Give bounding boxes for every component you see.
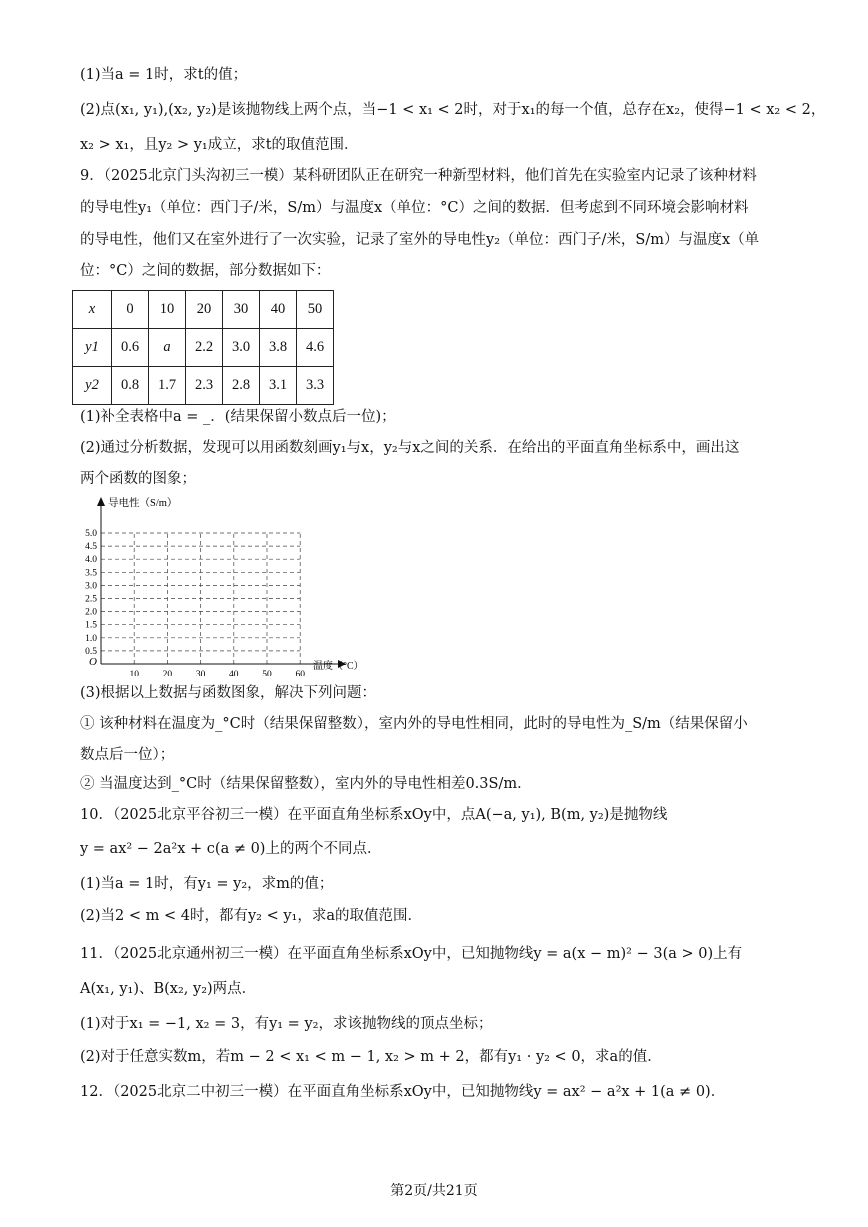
x-tick-label: 10 — [129, 670, 139, 676]
text-line: (1)当a = 1时，有y₁ = y₂，求m的值； — [80, 876, 334, 892]
table-cell: 3.8 — [260, 329, 297, 367]
table-row — [73, 329, 334, 367]
y-axis-arrow — [97, 497, 105, 506]
y-tick-label: 3.0 — [85, 581, 97, 592]
table-cell: 2.3 — [186, 367, 223, 405]
table-cell: 4.6 — [297, 329, 334, 367]
table-cell: 0.6 — [112, 329, 149, 367]
text-line: (2)当2 < m < 4时，都有y₂ < y₁，求a的取值范围． — [80, 908, 422, 924]
table-cell: 0 — [112, 291, 149, 329]
text-line: (2)点(x₁, y₁),(x₂, y₂)是该抛物线上两个点，当−1 < x₁ < 2时，对于x₁的每一个值，总存在x₂，使得−1 < x₂ < 2， — [80, 102, 826, 118]
y-tick-label: 4.5 — [85, 542, 97, 553]
y-tick-label: 3.5 — [85, 568, 97, 579]
y-tick-label: 0.5 — [85, 646, 97, 657]
table-cell: 30 — [223, 291, 260, 329]
text-line: (1)当a = 1时，求t的值； — [80, 67, 248, 83]
question-11-heading: 11．（2025北京通州初三一模）在平面直角坐标系xOy中，已知抛物线y = a(x − m)² − 3(a > 0)上有 — [80, 946, 743, 962]
table-cell: 1.7 — [149, 367, 186, 405]
table-cell: y2 — [73, 367, 112, 405]
text-line: (1)补全表格中a = _．(结果保留小数点后一位)； — [80, 409, 396, 425]
x-tick-label: 50 — [262, 670, 272, 676]
text-line: (2)通过分析数据，发现可以用函数刻画y₁与x，y₂与x之间的关系．在给出的平面直角坐标系中，画出这 — [80, 440, 740, 456]
table-cell: 3.1 — [260, 367, 297, 405]
grid-lines — [101, 533, 300, 664]
table-cell: 50 — [297, 291, 334, 329]
page-footer: 第2页/共21页 — [390, 1183, 478, 1199]
text-line: A(x₁, y₁)、B(x₂, y₂)两点． — [80, 981, 257, 997]
y-tick-label: 2.5 — [85, 594, 97, 605]
y-tick-label: 1.5 — [85, 620, 97, 631]
text-line: 数点后一位）； — [80, 747, 175, 763]
table-cell: 3.0 — [223, 329, 260, 367]
x-tick-label: 60 — [295, 670, 305, 676]
table-cell: x — [73, 291, 112, 329]
table-cell: 40 — [260, 291, 297, 329]
table-row — [73, 291, 334, 329]
y-tick-label: 1.0 — [85, 633, 97, 644]
y-tick-label: 5.0 — [85, 529, 97, 539]
table-row — [73, 367, 334, 405]
text-line: (3)根据以上数据与函数图象，解决下列问题： — [80, 685, 377, 701]
table-cell: a — [149, 329, 186, 367]
text-line: 两个函数的图象； — [80, 471, 196, 487]
x-tick-label: 30 — [195, 670, 206, 676]
text-line: x₂ > x₁，且y₂ > y₁成立，求t的取值范围． — [80, 137, 359, 153]
text-line: (1)对于x₁ = −1, x₂ = 3，有y₁ = y₂，求该抛物线的顶点坐标； — [80, 1016, 493, 1032]
data-table — [72, 290, 334, 405]
y-axis-label: 导电性（S/m） — [108, 498, 178, 509]
x-axis-label: 温度（°C） — [313, 661, 364, 672]
text-line: ① 该种材料在温度为_°C时（结果保留整数），室内外的导电性相同，此时的导电性为_S/m（结果保留小 — [80, 716, 748, 732]
text-line: 位：°C）之间的数据，部分数据如下： — [80, 263, 331, 279]
table-cell: 0.8 — [112, 367, 149, 405]
y-tick-label: 2.0 — [85, 607, 97, 618]
table-cell: 2.2 — [186, 329, 223, 367]
y-tick-label: 4.0 — [85, 555, 97, 566]
text-line: 的导电性y₁（单位：西门子/米，S/m）与温度x（单位：°C）之间的数据．但考虑到不同环境会影响材料 — [80, 200, 749, 216]
x-tick-label: 40 — [229, 670, 239, 676]
table-cell: y1 — [73, 329, 112, 367]
text-line: ② 当温度达到_°C时（结果保留整数），室内外的导电性相差0.3S/m． — [80, 776, 532, 792]
blank-coordinate-grid — [72, 494, 372, 676]
text-line: 的导电性，他们又在室外进行了一次实验，记录了室外的导电性y₂（单位：西门子/米，S/m）与温度x（单 — [80, 232, 760, 248]
y-tick-labels — [85, 529, 97, 657]
text-line: y = ax² − 2a²x + c(a ≠ 0)上的两个不同点． — [80, 841, 382, 857]
table-cell: 2.8 — [223, 367, 260, 405]
x-tick-labels — [129, 670, 305, 676]
table-cell: 20 — [186, 291, 223, 329]
text-line: (2)对于任意实数m，若m − 2 < x₁ < m − 1, x₂ > m + 2，都有y₁ · y₂ < 0，求a的值． — [80, 1049, 662, 1065]
question-10-heading: 10．（2025北京平谷初三一模）在平面直角坐标系xOy中，点A(−a, y₁), B(m, y₂)是抛物线 — [80, 807, 668, 823]
x-tick-label: 20 — [162, 670, 173, 676]
table-cell: 3.3 — [297, 367, 334, 405]
origin-label: O — [89, 656, 97, 668]
question-12-heading: 12．（2025北京二中初三一模）在平面直角坐标系xOy中，已知抛物线y = ax² − a²x + 1(a ≠ 0)． — [80, 1084, 726, 1100]
table-cell: 10 — [149, 291, 186, 329]
question-9-heading: 9．（2025北京门头沟初三一模）某科研团队正在研究一种新型材料，他们首先在实验室内记录了该种材料 — [80, 168, 757, 184]
